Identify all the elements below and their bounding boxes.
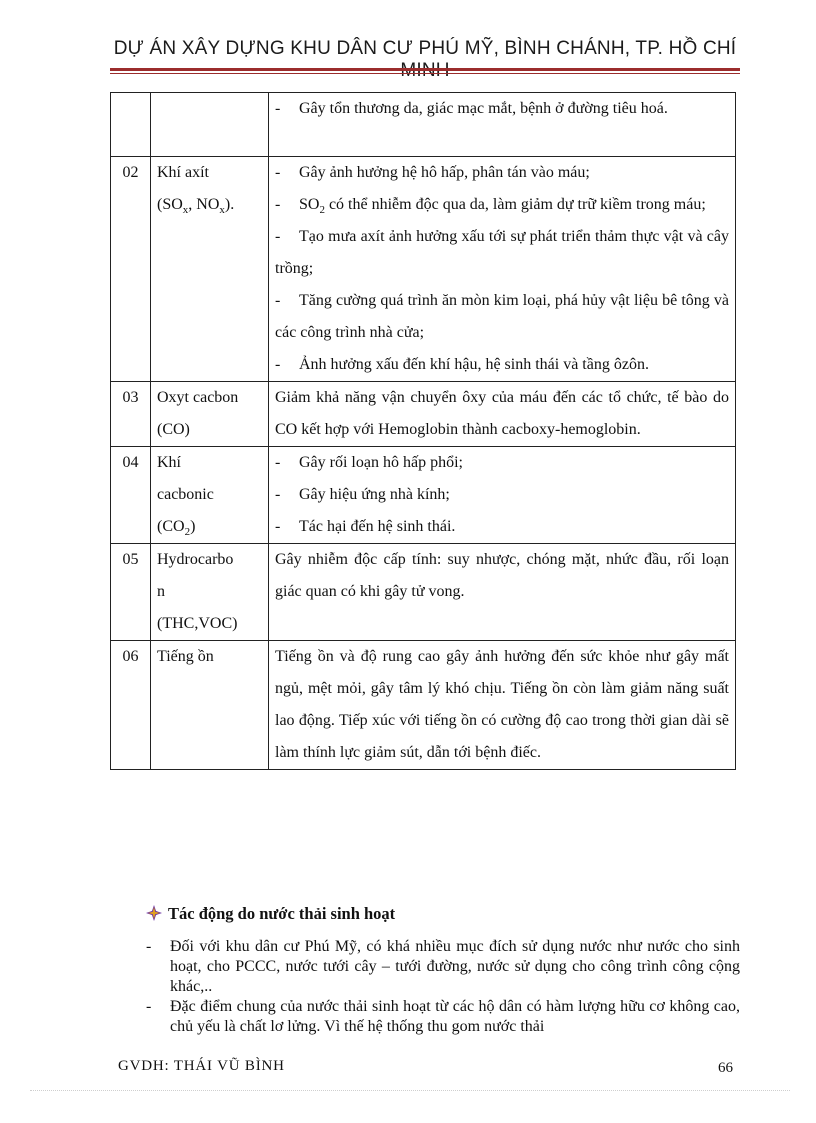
row-number: 02 — [111, 157, 151, 382]
table-row — [111, 641, 736, 770]
footer-divider — [30, 1090, 790, 1091]
section-bullets — [146, 937, 740, 1037]
effect-item: - Tác hại đến hệ sinh thái. — [275, 518, 456, 535]
footer-advisor: GVDH: THÁI VŨ BÌNH — [118, 1058, 285, 1074]
list-item: - Đối với khu dân cư Phú Mỹ, có khá nhiều mục đích sử dụng nước như nước cho sinh hoạt, cho PCCC, nước tưới cây – tưới đường, nước sử dụng cho công trình công cộng khác,.. — [146, 938, 740, 995]
effect-item: - Gây ảnh hưởng hệ hô hấp, phân tán vào máu; — [275, 164, 590, 181]
effect-item: - Tạo mưa axít ảnh hưởng xấu tới sự phát triển thảm thực vật và cây trồng; — [275, 228, 729, 277]
page-header-title: DỰ ÁN XÂY DỰNG KHU DÂN CƯ PHÚ MỸ, BÌNH CHÁNH, TP. HỒ CHÍ — [113, 38, 737, 59]
list-item: - Đặc điểm chung của nước thải sinh hoạt từ các hộ dân có hàm lượng hữu cơ không cao, chủ yếu là chất lơ lửng. Vì thế hệ thống thu gom nước thải — [146, 998, 740, 1035]
table-row — [111, 447, 736, 544]
table-row — [111, 382, 736, 447]
row-number: 04 — [111, 447, 151, 544]
bullet-diamond-icon — [146, 905, 162, 921]
header-rule-thin — [110, 73, 740, 74]
pollutant-name: Hydrocarbo n (THC,VOC) — [151, 544, 269, 641]
page-number: 66 — [718, 1060, 733, 1076]
effects-cell — [269, 157, 736, 382]
pollutant-name: Tiếng ồn — [151, 641, 269, 770]
header-rule-thick — [110, 68, 740, 71]
section-heading — [146, 904, 395, 924]
pollutant-name: Khí axít ($SO_x$, $NO_x$). — [151, 157, 269, 382]
row-number — [111, 93, 151, 157]
effect-item: - $SO_2$ có thể nhiễm độc qua da, làm giảm dự trữ kiềm trong máu; — [275, 196, 706, 217]
table-row — [111, 93, 736, 157]
effects-cell — [269, 447, 736, 544]
section-title: Tác động do nước thải sinh hoạt — [168, 904, 396, 923]
effect-item: - Tăng cường quá trình ăn mòn kim loại, phá hủy vật liệu bê tông và các công trình nhà cửa; — [275, 292, 729, 341]
row-number: 06 — [111, 641, 151, 770]
table-row — [111, 157, 736, 382]
effect-item: - Gây hiệu ứng nhà kính; — [275, 486, 450, 503]
pollutant-table — [110, 92, 736, 770]
pollutant-name: Oxyt cacbon (CO) — [151, 382, 269, 447]
effect-item: Gây tổn thương da, giác mạc mắt, bệnh ở đường tiêu hoá. — [299, 100, 668, 117]
effects-cell: Giảm khả năng vận chuyển ôxy của máu đến các tổ chức, tế bào do CO kết hợp với Hemoglobin thành cacboxy-hemoglobin. — [269, 382, 736, 447]
effect-item: - Ảnh hưởng xấu đến khí hậu, hệ sinh thái và tầng ôzôn. — [275, 356, 649, 373]
effects-cell: - Gây tổn thương da, giác mạc mắt, bệnh ở đường tiêu hoá. — [269, 93, 736, 157]
table-row — [111, 544, 736, 641]
row-number: 05 — [111, 544, 151, 641]
pollutant-name — [151, 93, 269, 157]
row-number: 03 — [111, 382, 151, 447]
effects-cell: Gây nhiễm độc cấp tính: suy nhược, chóng mặt, nhức đầu, rối loạn giác quan có khi gây tử vong. — [269, 544, 736, 641]
effects-cell: Tiếng ồn và độ rung cao gây ảnh hưởng đến sức khỏe như gây mất ngủ, mệt mỏi, gây tâm lý khó chịu. Tiếng ồn còn làm giảm năng suất lao động. Tiếp xúc với tiếng ồn có cường độ cao trong thời gian dài sẽ làm thính lực giảm sút, dẫn tới bệnh điếc. — [269, 641, 736, 770]
effect-item: - Gây rối loạn hô hấp phổi; — [275, 454, 463, 471]
pollutant-name: Khí cacbonic $(CO_2)$ — [151, 447, 269, 544]
